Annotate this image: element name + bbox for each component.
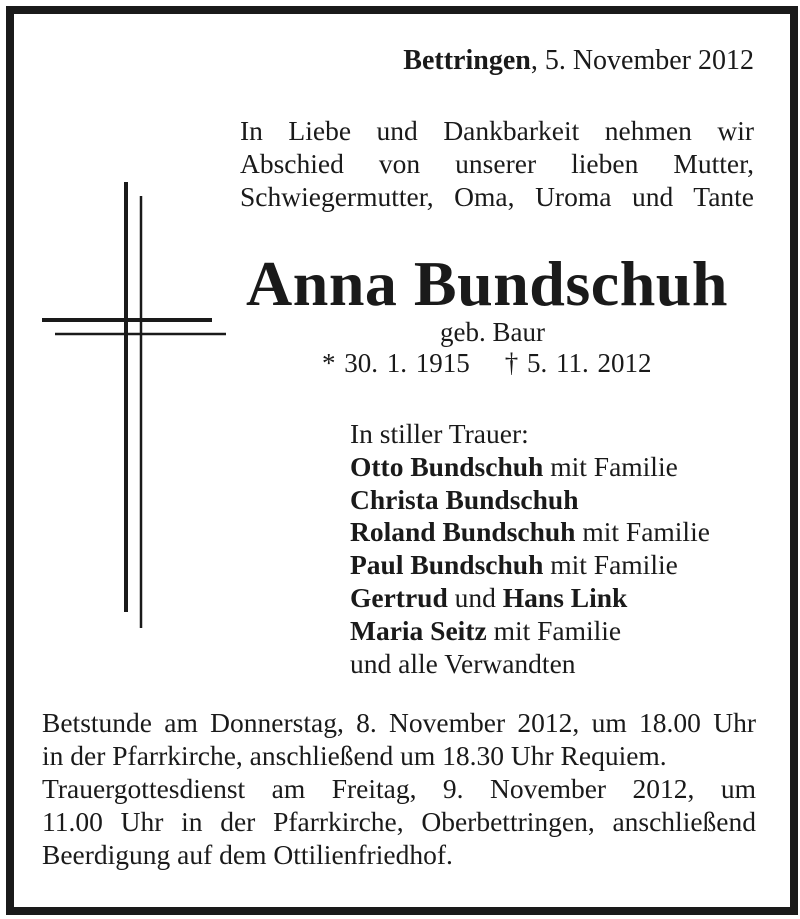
mourner-name: Roland Bundschuh <box>350 516 576 548</box>
service-line: Trauergottesdienst am Freitag, 9. November 2012, um <box>42 773 756 804</box>
mourner-name: Maria Seitz <box>350 614 487 646</box>
service-info <box>42 706 756 871</box>
service-line: Betstunde am Donnerstag, 8. November 2012, um 18.00 Uhr <box>42 707 756 738</box>
intro-line: Schwiegermutter, Oma, Uroma und Tante <box>240 181 754 212</box>
mourner-entry <box>350 549 710 582</box>
mourner-entry <box>350 451 710 484</box>
mourner-suffix: mit Familie <box>543 450 678 482</box>
service-line: Beerdigung auf dem Ottilienfriedhof. <box>42 839 453 870</box>
life-dates-text: * 30. 1. 1915 † 5. 11. 2012 <box>322 348 652 378</box>
mourner-suffix: mit Familie <box>543 549 678 581</box>
mourner-name: Gertrud <box>350 581 448 613</box>
mourner-entry <box>350 615 710 648</box>
mourners-list <box>350 418 710 680</box>
mourner-entry <box>350 516 710 549</box>
mourner-entry <box>350 582 710 615</box>
mourner-entry <box>350 484 710 517</box>
mourners-closing: und alle Verwandten <box>350 647 576 679</box>
mourner-suffix: mit Familie <box>486 614 622 646</box>
date-text: , 5. November 2012 <box>530 45 754 76</box>
mourners-heading: In stiller Trauer: <box>350 418 529 449</box>
mourner-name: Otto Bundschuh <box>350 450 544 482</box>
life-dates <box>322 347 652 379</box>
intro-line: Abschied von unserer lieben Mutter, <box>240 148 754 179</box>
place-date-line <box>403 44 754 78</box>
deceased-name: Anna Bundschuh <box>246 248 728 319</box>
intro-text <box>240 114 754 213</box>
mourner-name: Paul Bundschuh <box>350 549 544 581</box>
mourner-name: Christa Bundschuh <box>350 483 579 515</box>
mourner-suffix: und <box>447 581 503 613</box>
service-line: in der Pfarrkirche, anschließend um 18.30 Uhr Requiem. <box>42 740 667 771</box>
mourner-suffix: mit Familie <box>575 516 710 548</box>
intro-line: In Liebe und Dankbarkeit nehmen wir <box>240 115 754 146</box>
place-name: Bettringen <box>403 45 531 76</box>
birth-name: geb. Baur <box>440 317 545 347</box>
service-line: 11.00 Uhr in der Pfarrkirche, Oberbettringen, anschließend <box>42 806 756 837</box>
mourner-name: Hans Link <box>502 581 628 613</box>
